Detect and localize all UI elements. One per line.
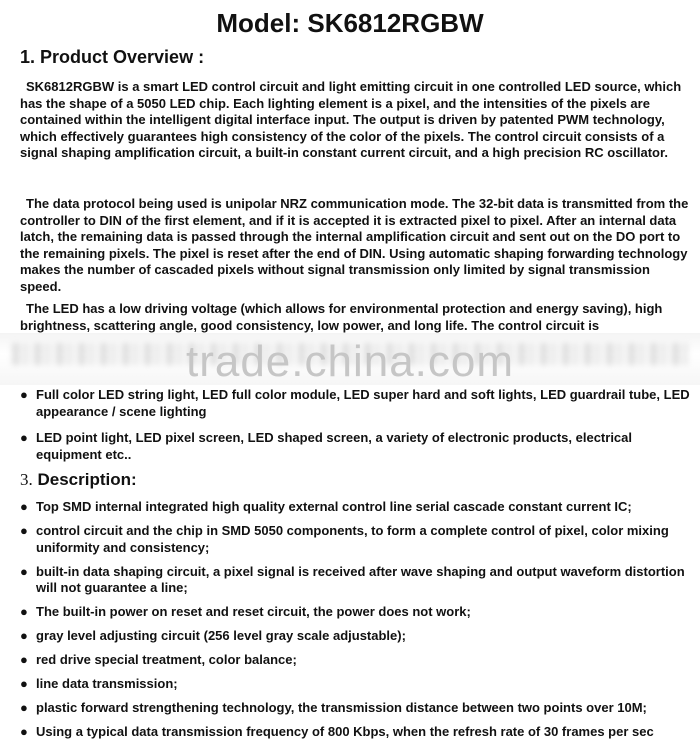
list-item-text: LED point light, LED pixel screen, LED shaped screen, a variety of electronic products, electrical equipment etc.. [36,430,633,462]
bullet-icon: ● [20,387,28,402]
bullet-icon: ● [20,724,28,740]
bullet-icon: ● [20,430,28,446]
list-item-text: The built-in power on reset and reset circuit, the power does not work; [36,604,471,620]
list-item [20,628,692,645]
bullet-icon: ● [20,652,28,668]
list-item-text: Full color LED string light, LED full color module, LED super hard and soft lights, LED guardrail tube, LED appearance / scene lighting [36,387,690,419]
watermark: trade.china.com [185,337,515,386]
list-item-text: built-in data shaping circuit, a pixel signal is received after wave shaping and output waveform distortion will not guarantee a line; [36,563,685,596]
list-item [20,652,692,669]
list-item [20,523,692,556]
section-number: 3. [20,470,33,489]
list-item [20,676,692,693]
section-heading-description [20,470,137,490]
list-item-text: Top SMD internal integrated high quality external control line serial cascade constant current IC; [36,499,632,514]
list-item [20,499,692,516]
list-item [20,604,692,621]
overview-paragraph-1: SK6812RGBW is a smart LED control circuit and light emitting circuit in one controlled LED source, which has the shape of a 5050 LED chip. Each lighting element is a pixel, and the intensities of the pixels are contained within the intelligent digital interface input. The output is driven by patented PWM technology, which effectively guarantees high consistency of the color of the pixels. The control circuit consists of a signal shaping amplification circuit, a built-in constant current circuit, and a high precision RC oscillator. [20,79,682,161]
bullet-icon: ● [20,700,28,716]
list-item-text: gray level adjusting circuit (256 level gray scale adjustable); [36,628,406,644]
list-item-text: red drive special treatment, color balance; [36,652,297,668]
applications-list [20,387,692,473]
bullet-icon: ● [20,522,28,538]
section-title: Description: [37,470,137,489]
bullet-icon: ● [20,499,28,514]
list-item-text: control circuit and the chip in SMD 5050 components, to form a complete control of pixel, color mixing uniformity and consistency; [36,522,669,555]
bullet-icon: ● [20,604,28,620]
list-item-text: line data transmission; [36,676,178,692]
description-list [20,499,692,748]
overview-paragraph-2: The data protocol being used is unipolar NRZ communication mode. The 32-bit data is transmitted from the controller to DIN of the first element, and if it is accepted it is extracted pixel to pixel. After an internal data latch, the remaining data is passed through the internal amplification circuit and sent out on the DO port to the remaining pixels. The pixel is reset after the end of DIN. Using automatic shaping forwarding technology makes the number of cascaded pixels without signal transmission only limited by signal transmission speed. [20,196,689,294]
list-item [20,724,692,741]
list-item [20,430,692,463]
overview-paragraph-3: The LED has a low driving voltage (which allows for environmental protection and energy saving), high brightness, scattering angle, good consistency, low power, and long life. The control circuit is [20,301,663,333]
list-item [20,387,692,420]
page-title: Model: SK6812RGBW [216,8,484,38]
bullet-icon: ● [20,676,28,692]
list-item [20,700,692,717]
bullet-icon: ● [20,563,28,579]
list-item [20,564,692,597]
list-item-text: Using a typical data transmission frequency of 800 Kbps, when the refresh rate of 30 frames per sec [36,724,654,740]
bullet-icon: ● [20,628,28,644]
section-heading-product-overview: 1. Product Overview : [20,47,205,67]
list-item-text: plastic forward strengthening technology, the transmission distance between two points over 10M; [36,700,647,716]
